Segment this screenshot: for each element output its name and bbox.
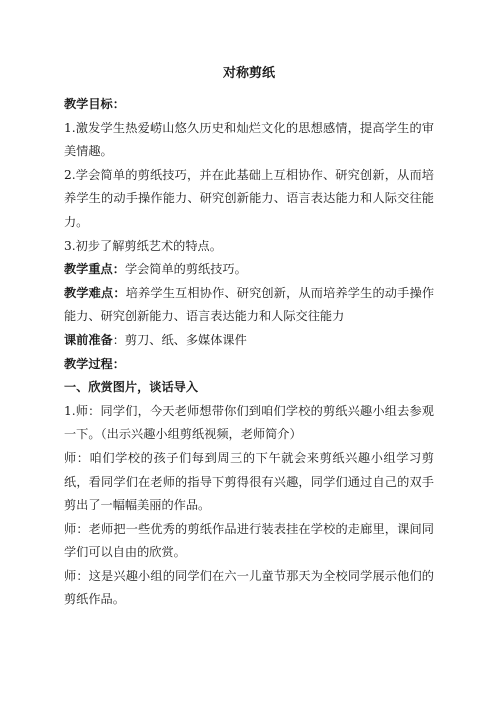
- difficulty-text: 培养学生互相协作、研究创新，从而培养学生的动手操作能力、研究创新能力、语言表达能力和人际交往能力: [64, 285, 435, 324]
- goal-item-2: 2.学会简单的剪纸技巧，并在此基础上互相协作、研究创新，从而培养学生的动手操作能力、研究创新能力、语言表达能力和人际交往能力。: [64, 167, 434, 229]
- body-paragraph-3: 师：老师把一些优秀的剪纸作品进行装表挂在学校的走廊里，课间同学们可以自由的欣赏。: [64, 521, 434, 560]
- key-point-text: 学会简单的剪纸技巧。: [124, 262, 247, 277]
- prep-paragraph: [64, 329, 434, 353]
- goal-item-3: 3.初步了解剪纸艺术的特点。: [64, 238, 222, 253]
- part-1-heading: 一、欣赏图片，谈话导入: [64, 380, 199, 395]
- body-paragraph-2: 师：咱们学校的孩子们每到周三的下午就会来剪纸兴趣小组学习剪纸，看同学们在老师的指导下剪得很有兴趣，同学们通过自己的双手剪出了一幅幅美丽的作品。: [64, 450, 434, 513]
- body-paragraph-4: 师：这是兴趣小组的同学们在六一儿童节那天为全校同学展示他们的剪纸作品。: [64, 568, 434, 607]
- difficulty-label: 教学难点：: [64, 285, 126, 300]
- document-title: 对称剪纸: [222, 66, 275, 81]
- process-heading: 教学过程：: [64, 356, 125, 371]
- goals-heading: 教学目标：: [64, 97, 125, 111]
- key-point-label: 教学重点：: [64, 262, 125, 277]
- goal-item-1: 1.激发学生热爱崂山悠久历史和灿烂文化的思想感情，提高学生的审美情趣。: [64, 120, 434, 159]
- body-paragraph-1: 1.师：同学们，今天老师想带你们到咱们学校的剪纸兴趣小组去参观一下。（出示兴趣小组剪纸视频，老师简介）: [64, 403, 434, 442]
- difficulty-paragraph: [64, 282, 434, 329]
- key-point-paragraph: [64, 258, 434, 282]
- prep-label: 课前准备: [64, 332, 113, 347]
- prep-text: ：剪刀、纸、多媒体课件: [112, 332, 247, 347]
